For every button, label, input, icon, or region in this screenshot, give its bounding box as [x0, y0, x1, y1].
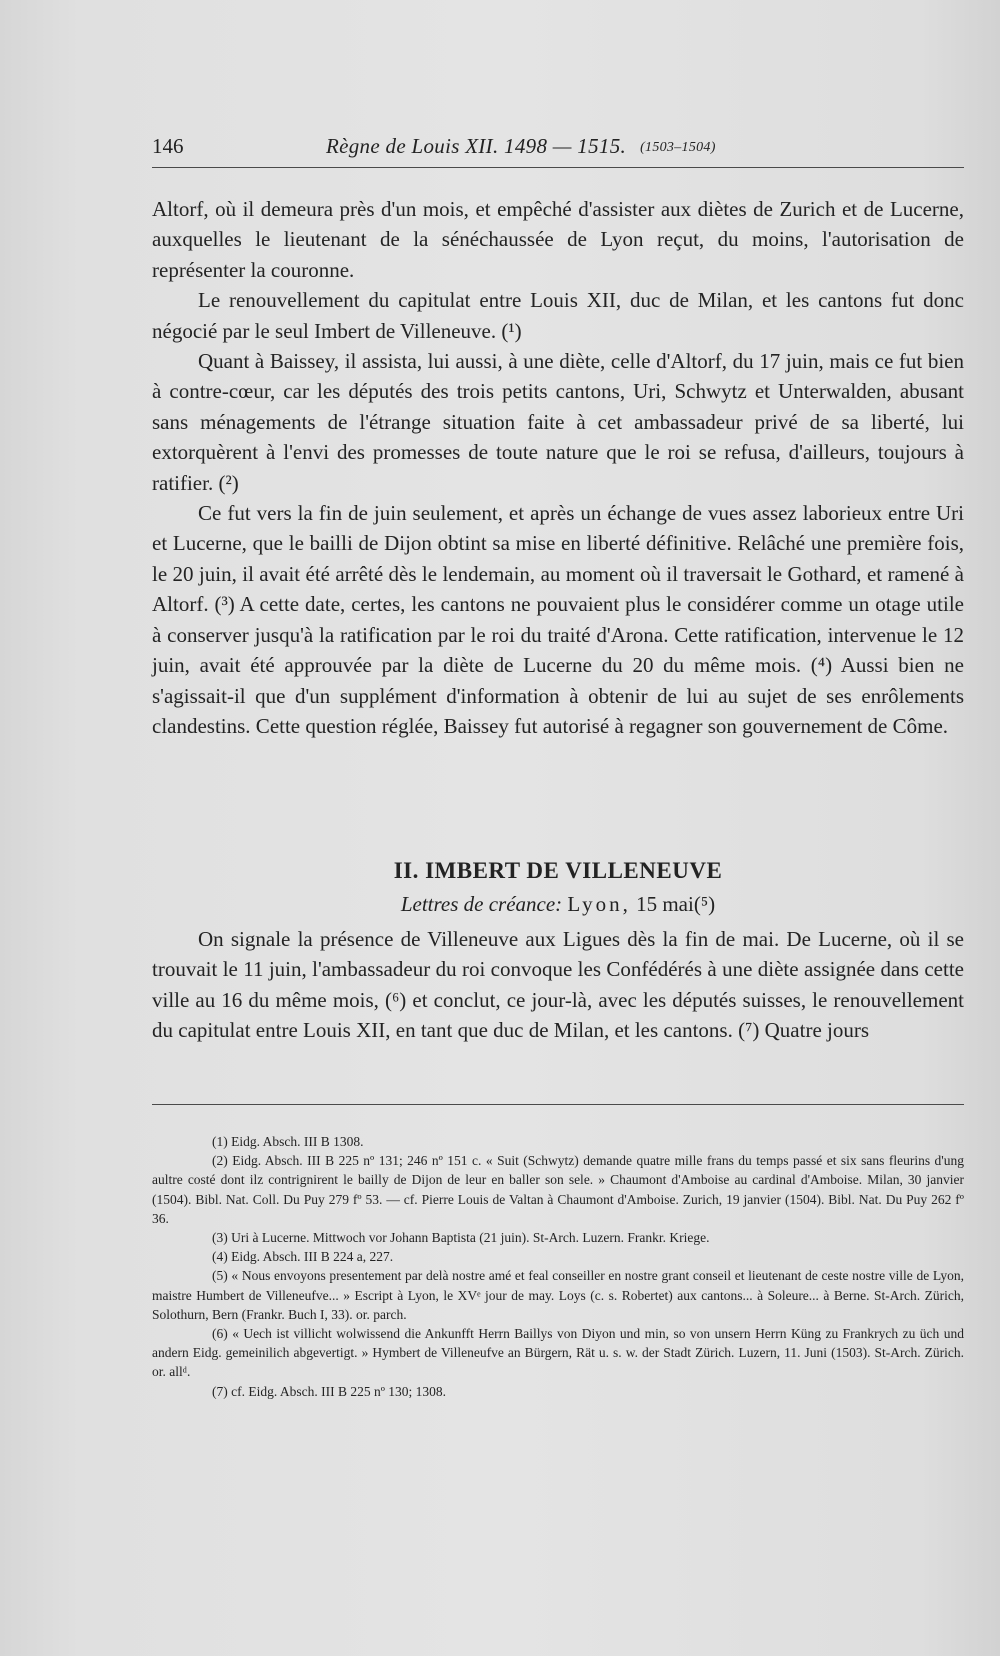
footnote-3: (3) Uri à Lucerne. Mittwoch vor Johann Baptista (21 juin). St-Arch. Luzern. Frankr. Kriege. — [212, 1230, 710, 1246]
footnote-4: (4) Eidg. Absch. III B 224 a, 227. — [212, 1249, 394, 1265]
section-subtitle — [152, 889, 964, 919]
running-title-text: Règne de Louis XII. 1498 — 1515. — [326, 134, 627, 158]
page-number: 146 — [152, 134, 184, 158]
footnote-rule — [152, 1104, 964, 1105]
paragraph: Le renouvellement du capitulat entre Louis XII, duc de Milan, et les cantons fut donc négocié par le seul Imbert de Villeneuve. (¹) — [152, 288, 964, 343]
paragraph: Quant à Baissey, il assista, lui aussi, à une diète, celle d'Altorf, du 17 juin, mais ce fut bien à contre-cœur, car les députés des trois petits cantons, Uri, Schwytz et Unterwalden, abusant sans ménagements de l'étrange situation faite à cet ambassadeur privé de sa liberté, lui extorquèrent à l'envi des promesses de toute nature que le roi se refusa, d'ailleurs, toujours à ratifier. (²) — [152, 349, 964, 495]
section-heading — [152, 855, 964, 919]
running-dates: (1503–1504) — [640, 140, 716, 155]
credentials-date: 15 mai — [636, 892, 694, 916]
page-header — [152, 134, 964, 166]
footnote-2: (2) Eidg. Absch. III B 225 nº 131; 246 nº 151 c. « Suit (Schwytz) demande quatre mille frans du temps passé et six sans fleurins d'ung aultre costé dont ilz contrignirent le bailly de Dijon de leur en baller son sele. » Chaumont d'Amboise au cardinal d'Amboise. Milan, 30 janvier (1504). Bibl. Nat. Coll. Du Puy 279 fº 53. — cf. Pierre Louis de Valtan à Chaumont d'Amboise. Zurich, 19 janvier (1504). Bibl. Nat. Du Puy 262 fº 36. — [152, 1153, 964, 1226]
running-title — [326, 134, 716, 159]
footnote-1: (1) Eidg. Absch. III B 1308. — [212, 1134, 364, 1149]
main-text — [152, 194, 964, 741]
footnote-5: (5) « Nous envoyons presentement par delà nostre amé et feal conseiller en nostre grant conseil et lieutenant de ceste nostre ville de Lyon, maistre Humbert de Villeneufve... » Escript à Lyon, le XVᵉ jour de may. Loys (c. s. Robertet) aux cantons... à Soleure... à Berne. St-Arch. Zürich, Solothurn, Bern (Frankr. Buch I, 33). or. parch. — [152, 1268, 964, 1322]
paragraph: On signale la présence de Villeneuve aux Ligues dès la fin de mai. De Lucerne, où il se trouvait le 11 juin, l'ambassadeur du roi convoque les Confédérés à une diète assignée dans cette ville au 16 du même mois, (⁶) et conclut, ce jour-là, avec les députés suisses, le renouvellement du capitulat entre Louis XII, en tant que duc de Milan, et les cantons. (⁷) Quatre jours — [152, 927, 964, 1043]
credentials-place: Lyon, — [567, 892, 631, 916]
footnote-7: (7) cf. Eidg. Absch. III B 225 nº 130; 1308. — [212, 1383, 447, 1399]
paragraph: Altorf, où il demeura près d'un mois, et empêché d'assister aux diètes de Zurich et de Lucerne, auxquelles le lieutenant de la sénéchaussée de Lyon reçut, du moins, l'autorisation de représenter la couronne. — [152, 197, 964, 282]
credentials-note: (⁵) — [693, 892, 716, 916]
header-rule — [152, 167, 964, 168]
section-title: II. IMBERT DE VILLENEUVE — [393, 858, 723, 883]
paragraph: Ce fut vers la fin de juin seulement, et après un échange de vues assez laborieux entre Uri et Lucerne, que le bailli de Dijon obtint sa mise en liberté définitive. Relâché une première fois, le 20 juin, il avait été arrêté dès le lendemain, au moment où il traversait le Gothard, et ramené à Altorf. (³) A cette date, certes, les cantons ne pouvaient plus le considérer comme un otage utile à conserver jusqu'à la ratification par le roi du traité d'Arona. Cette ratification, intervenue le 12 juin, avait été approuvée par la diète de Lucerne du 20 du même mois. (⁴) Aussi bien ne s'agissait-il que d'un supplément d'information à obtenir de lui au sujet de ses enrôlements clandestins. Cette question réglée, Baissey fut autorisé à regagner son gouvernement de Côme. — [152, 501, 964, 738]
footnotes — [152, 1132, 964, 1401]
footnote-6: (6) « Uech ist villicht wolwissend die Ankunfft Herrn Baillys von Diyon und min, so von unsern Herrn Küng zu Frankrych zu üch und andern Eidg. gemeinilich abgevertigt. » Hymbert de Villeneufve an Bürgern, Rät u. s. w. der Stadt Zürich. Luzern, 11. Juni (1503). St-Arch. Zürich. or. allᵈ. — [152, 1326, 964, 1380]
section-text — [152, 924, 964, 1046]
credentials-label: Lettres de créance: — [400, 892, 563, 916]
